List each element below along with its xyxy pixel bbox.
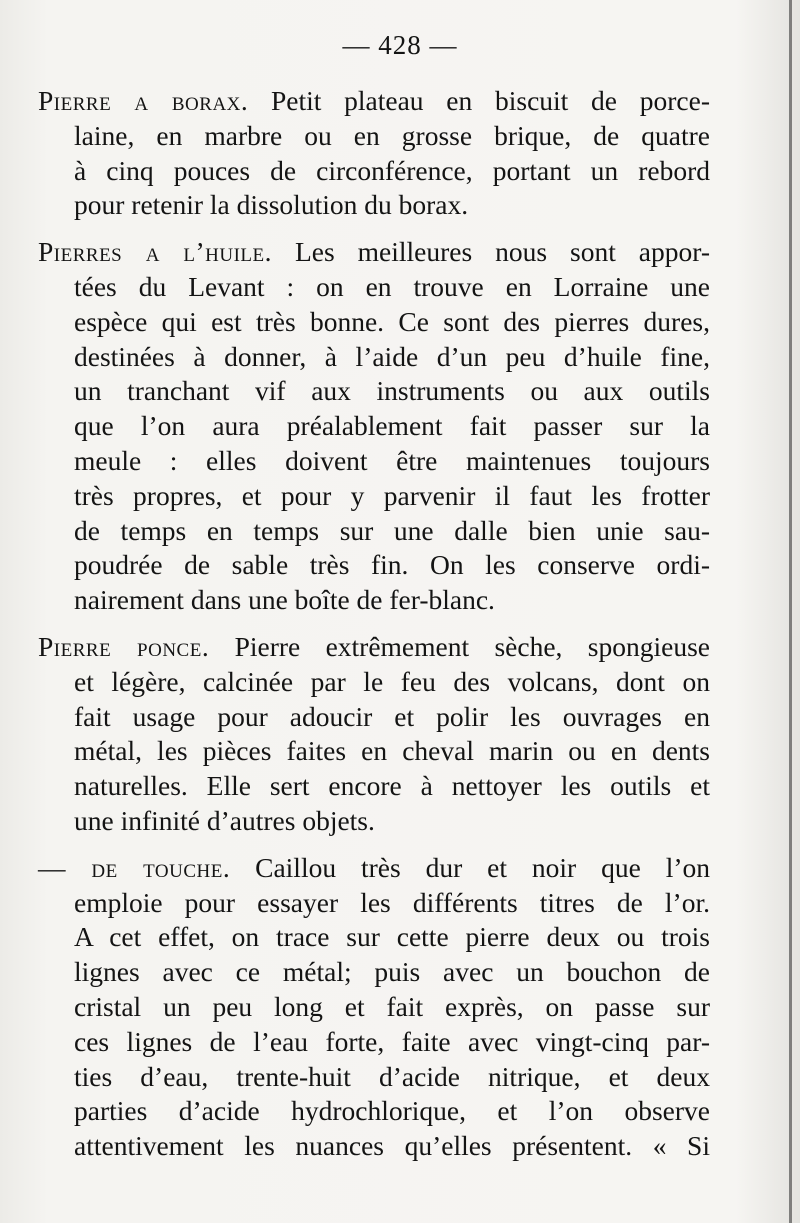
entry-pierre-ponce	[38, 630, 710, 839]
text-line: laine, en marbre ou en grosse brique, de quatre	[74, 119, 710, 151]
text-line: et légère, calcinée par le feu des volcans, dont on	[74, 665, 710, 697]
text-line: de temps en temps sur une dalle bien unie sau-	[74, 514, 710, 546]
text-line: lignes avec ce métal; puis avec un bouchon de	[74, 956, 710, 988]
entry-pierre-de-touche	[38, 851, 710, 1164]
text-line: nairement dans une boîte de fer-blanc.	[74, 584, 495, 616]
text-line: tées du Levant : on en trouve en Lorraine une	[74, 270, 710, 302]
entry-term: — de touche.	[38, 851, 231, 883]
entry-term: Pierres a l’huile.	[38, 236, 272, 268]
text-line: A cet effet, on trace sur cette pierre deux ou trois	[74, 921, 710, 953]
page-text	[38, 84, 710, 1176]
text-run: Caillou très dur et noir que l’on	[230, 851, 710, 883]
entry-term: Pierre ponce.	[38, 630, 210, 662]
entry-pierres-a-l-huile	[38, 235, 710, 618]
text-run: Pierre extrêmement sèche, spongieuse	[209, 630, 710, 662]
text-line: ces lignes de l’eau forte, faite avec vingt-cinq par-	[74, 1025, 710, 1057]
entry-term: Pierre a borax.	[38, 85, 249, 116]
text-line: métal, les pièces faites en cheval marin ou en dents	[74, 735, 710, 767]
text-line: emploie pour essayer les différents titres de l’or.	[74, 886, 710, 918]
text-line: à cinq pouces de circonférence, portant un rebord	[74, 154, 710, 186]
page-number: — 428 —	[342, 30, 458, 60]
text-line: poudrée de sable très fin. On les conserve ordi-	[74, 549, 710, 581]
text-line: fait usage pour adoucir et polir les ouvrages en	[74, 700, 710, 732]
text-line: une infinité d’autres objets.	[74, 804, 375, 836]
text-line: ties d’eau, trente-huit d’acide nitrique, et deux	[74, 1060, 710, 1092]
text-line: très propres, et pour y parvenir il faut les frotter	[74, 479, 710, 511]
text-line	[38, 851, 710, 886]
text-line: cristal un peu long et fait exprès, on passe sur	[74, 990, 710, 1022]
text-run: Les meilleures nous sont appor-	[272, 236, 711, 268]
text-line	[38, 235, 710, 270]
entry-pierre-a-borax	[38, 84, 710, 223]
page-edge-shadow	[789, 0, 792, 1223]
text-line: que l’on aura préalablement fait passer sur la	[74, 410, 710, 442]
text-line: parties d’acide hydrochlorique, et l’on observe	[74, 1095, 710, 1127]
text-line	[38, 84, 710, 119]
text-line: destinées à donner, à l’aide d’un peu d’huile fine,	[74, 340, 710, 372]
text-line: naturelles. Elle sert encore à nettoyer les outils et	[74, 770, 710, 802]
text-line	[38, 630, 710, 665]
text-run: Petit plateau en biscuit de porce-	[248, 85, 710, 116]
text-line: meule : elles doivent être maintenues toujours	[74, 444, 710, 476]
text-line: un tranchant vif aux instruments ou aux outils	[74, 375, 710, 407]
text-line: espèce qui est très bonne. Ce sont des pierres dures,	[74, 305, 710, 337]
text-line: attentivement les nuances qu’elles présentent. « Si	[74, 1130, 710, 1162]
text-line: pour retenir la dissolution du borax.	[74, 189, 469, 221]
